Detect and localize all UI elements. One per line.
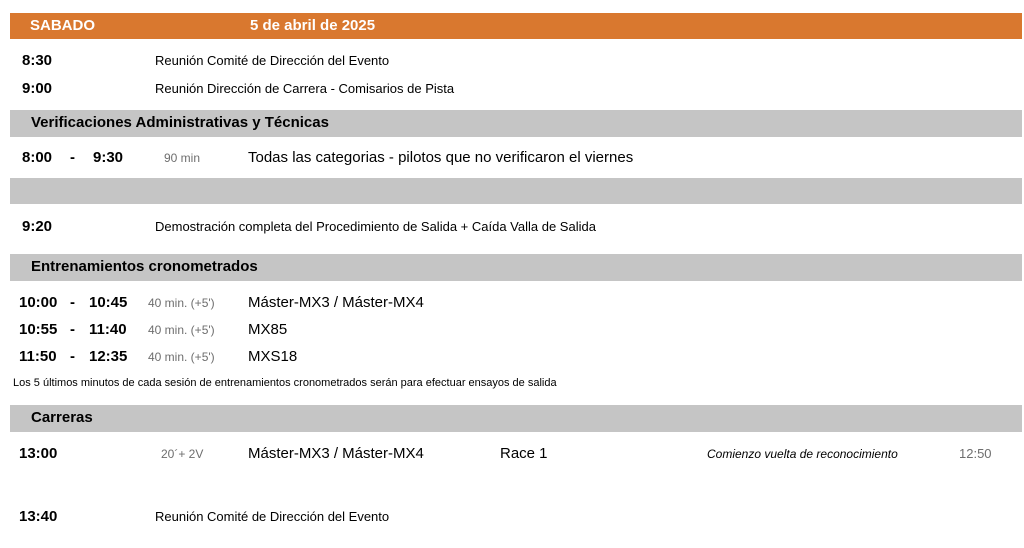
recon-label: Comienzo vuelta de reconocimiento: [707, 447, 898, 461]
training-start-1: 10:00: [19, 294, 58, 311]
day-header-bar: [10, 13, 1022, 39]
demo-text: Demostración completa del Procedimiento de Salida + Caída Valla de Salida: [155, 219, 596, 234]
verif-start: 8:00: [22, 149, 53, 166]
intro-text-1: Reunión Comité de Dirección del Evento: [155, 53, 390, 68]
race-label: Race 1: [500, 445, 548, 462]
race-duration: 20´+ 2V: [161, 447, 204, 461]
section-title-verificaciones: Verificaciones Administrativas y Técnicas: [31, 114, 329, 131]
closing-text: Reunión Comité de Dirección del Evento: [155, 509, 390, 524]
training-sep-1: -: [70, 294, 75, 311]
intro-time-1: 8:30: [22, 52, 53, 69]
empty-grey-band: [10, 178, 1022, 204]
verif-duration: 90 min: [164, 151, 201, 165]
intro-time-2: 9:00: [22, 80, 53, 97]
verif-end: 9:30: [93, 149, 124, 166]
training-category-2: MX85: [248, 321, 288, 338]
training-sep-3: -: [70, 348, 75, 365]
race-category: Máster-MX3 / Máster-MX4: [248, 445, 424, 462]
section-title-entrenamientos: Entrenamientos cronometrados: [31, 258, 258, 275]
training-note: Los 5 últimos minutos de cada sesión de entrenamientos cronometrados serán para efectuar ensayos de salida: [13, 377, 557, 389]
training-category-1: Máster-MX3 / Máster-MX4: [248, 294, 424, 311]
section-title-carreras: Carreras: [31, 409, 93, 426]
section-band-verificaciones: [10, 110, 1022, 137]
section-band-entrenamientos: [10, 254, 1022, 281]
verif-text: Todas las categorias - pilotos que no verificaron el viernes: [248, 149, 634, 166]
training-end-2: 11:40: [89, 321, 127, 338]
demo-time: 9:20: [22, 218, 53, 235]
training-end-1: 10:45: [89, 294, 128, 311]
verif-sep: -: [70, 149, 75, 166]
day-label: SABADO: [30, 17, 96, 34]
training-start-3: 11:50: [19, 348, 57, 365]
race-time: 13:00: [19, 445, 58, 462]
date-label: 5 de abril de 2025: [250, 17, 376, 34]
training-category-3: MXS18: [248, 348, 298, 365]
training-duration-2: 40 min. (+5'): [148, 323, 215, 337]
training-duration-3: 40 min. (+5'): [148, 350, 215, 364]
recon-time: 12:50: [959, 446, 992, 461]
section-band-carreras: [10, 405, 1022, 432]
training-end-3: 12:35: [89, 348, 128, 365]
closing-time: 13:40: [19, 508, 58, 525]
training-duration-1: 40 min. (+5'): [148, 296, 215, 310]
training-start-2: 10:55: [19, 321, 58, 338]
intro-text-2: Reunión Dirección de Carrera - Comisarios de Pista: [155, 81, 455, 96]
training-sep-2: -: [70, 321, 75, 338]
